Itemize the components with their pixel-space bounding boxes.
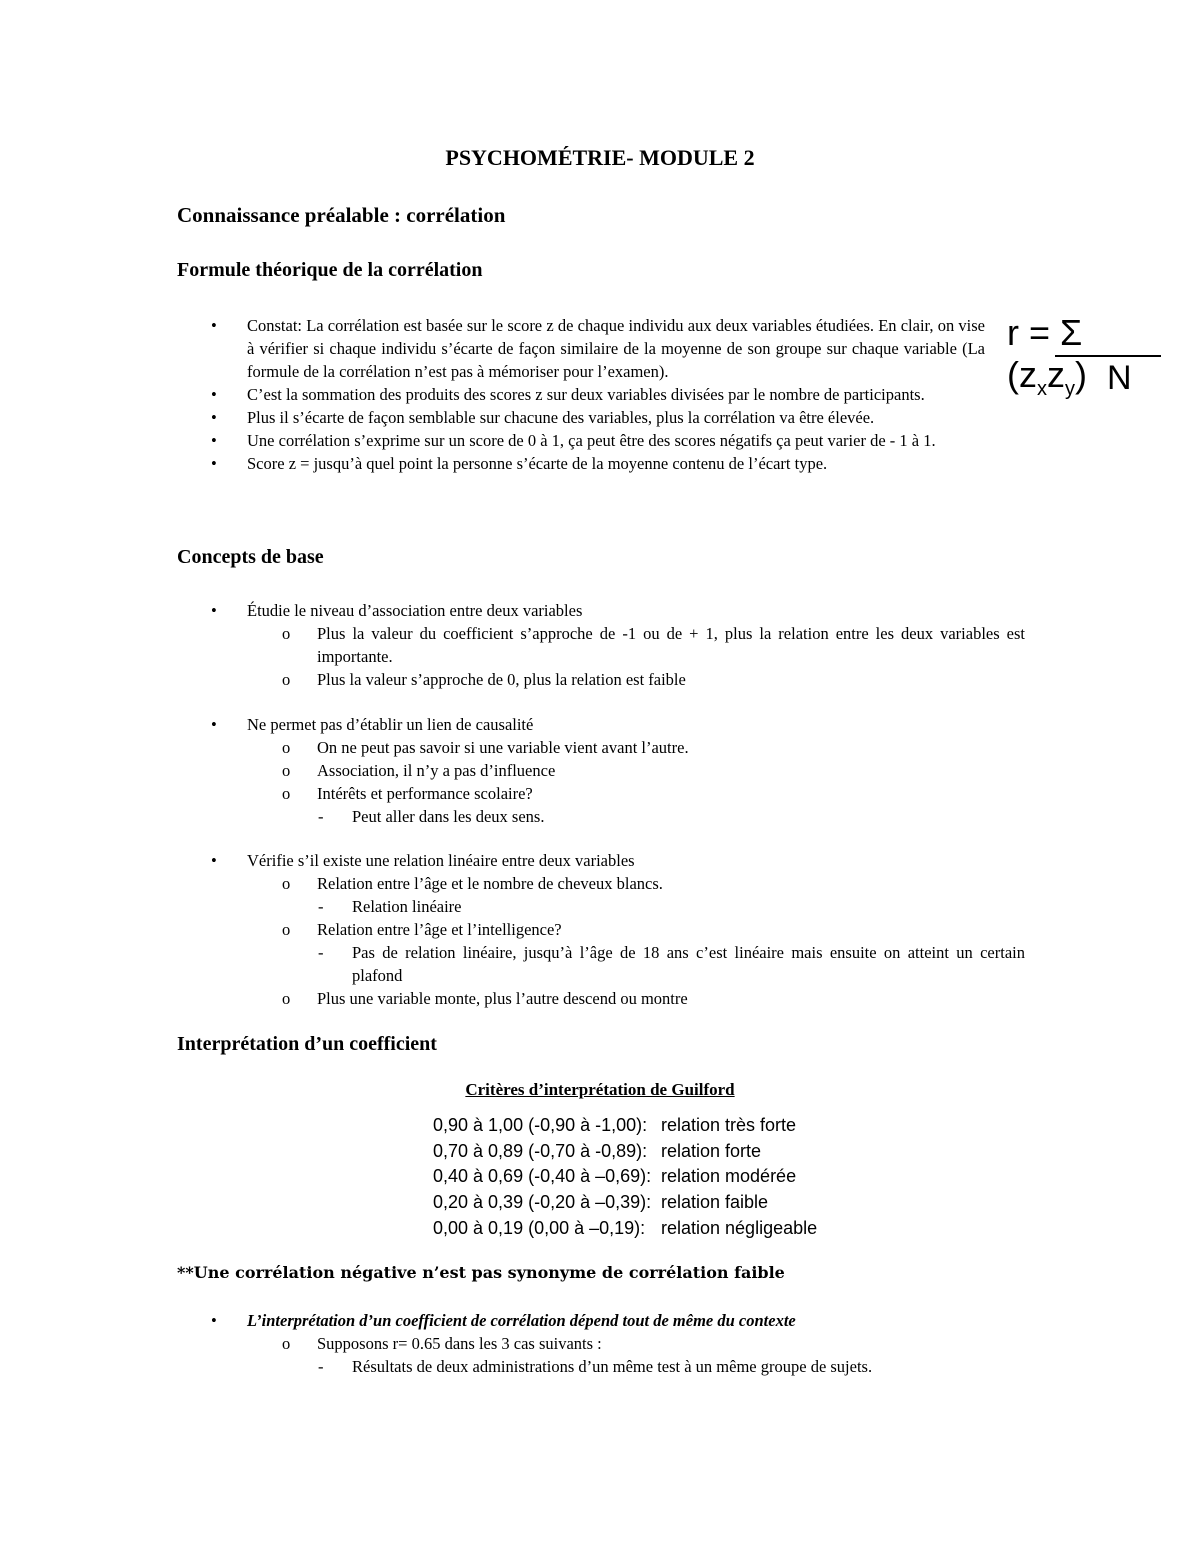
guilford-criteria-table — [433, 1113, 817, 1242]
table-row: 0,00 à 0,19 (0,00 à –0,19): relation négligeable — [433, 1217, 818, 1238]
dash-bullet-icon: - — [318, 1357, 324, 1376]
table-row: 0,70 à 0,89 (-0,70 à -0,89): relation forte — [433, 1140, 762, 1161]
list-item: • Ne permet pas d’établir un lien de causalité — [211, 715, 534, 734]
formula-numerator: r = Σ $(z_xz_y)$ — [1007, 312, 1087, 401]
list-item: • Une corrélation s’exprime sur un score de 0 à 1, ça peut être des scores négatifs ça peut varier de - 1 à 1. — [211, 431, 936, 450]
guilford-table-title: Critères d’interprétation de Guilford — [465, 1080, 735, 1099]
circle-bullet-icon: o — [282, 738, 291, 757]
bullet-icon: • — [211, 851, 217, 870]
bullet-icon: • — [211, 454, 217, 473]
list-item: - Pas de relation linéaire, jusqu’à l’âge de 18 ans c’est linéaire mais ensuite on atteint un certain plafond — [318, 943, 1025, 985]
list-item: • L’interprétation d’un coefficient de corrélation dépend tout de même du contexte — [211, 1311, 796, 1330]
circle-bullet-icon: o — [282, 761, 291, 780]
subheading-formula: Formule théorique de la corrélation — [177, 259, 483, 281]
bullet-icon: • — [211, 601, 217, 620]
bullet-icon: • — [211, 408, 217, 427]
list-item: • C’est la sommation des produits des scores z sur deux variables divisées par le nombre de participants. — [211, 385, 925, 404]
interpretation-list — [0, 1309, 1200, 1378]
list-item: • Plus il s’écarte de façon semblable sur chacune des variables, plus la corrélation va être élevée. — [211, 408, 875, 427]
circle-bullet-icon: o — [282, 1334, 291, 1353]
dash-bullet-icon: - — [318, 943, 324, 962]
bullet-icon: • — [211, 715, 217, 734]
list-item: o Relation entre l’âge et l’intelligence? — [282, 920, 562, 939]
formula-denominator: N — [1107, 359, 1132, 397]
list-item: o Plus la valeur s’approche de 0, plus la relation est faible — [282, 670, 686, 689]
bullet-icon: • — [211, 1311, 217, 1330]
list-item: o Plus la valeur du coefficient s’approche de -1 ou de + 1, plus la relation entre les deux variables est importante. — [282, 624, 1025, 666]
list-item: o Supposons r= 0.65 dans les 3 cas suivants : — [282, 1334, 602, 1353]
list-item: o Plus une variable monte, plus l’autre descend ou montre — [282, 989, 688, 1008]
formula-bullet-list — [0, 314, 1200, 475]
concepts-list-2 — [0, 713, 1200, 828]
dash-bullet-icon: - — [318, 807, 324, 826]
list-item: - Relation linéaire — [318, 897, 462, 916]
list-item: o On ne peut pas savoir si une variable vient avant l’autre. — [282, 738, 689, 757]
subheading-concepts: Concepts de base — [177, 546, 324, 568]
list-item: - Résultats de deux administrations d’un même test à un même groupe de sujets. — [318, 1357, 873, 1376]
concepts-list-1 — [0, 599, 1200, 691]
circle-bullet-icon: o — [282, 670, 291, 689]
page-title: PSYCHOMÉTRIE- MODULE 2 — [445, 145, 755, 170]
list-item: o Relation entre l’âge et le nombre de cheveux blancs. — [282, 874, 663, 893]
circle-bullet-icon: o — [282, 874, 291, 893]
section-heading-prerequisite: Connaissance préalable : corrélation — [177, 203, 506, 227]
negative-correlation-note: **Une corrélation négative n’est pas synonyme de corrélation faible — [177, 1263, 785, 1282]
list-item: • Étudie le niveau d’association entre deux variables — [211, 601, 583, 620]
bullet-icon: • — [211, 316, 217, 335]
circle-bullet-icon: o — [282, 624, 291, 643]
concepts-list-3 — [0, 849, 1200, 1010]
list-item: o Association, il n’y a pas d’influence — [282, 761, 556, 780]
bullet-icon: • — [211, 385, 217, 404]
list-item: - Peut aller dans les deux sens. — [318, 807, 545, 826]
list-item: • Vérifie s’il existe une relation linéaire entre deux variables — [211, 851, 635, 870]
circle-bullet-icon: o — [282, 989, 291, 1008]
table-row: 0,90 à 1,00 (-0,90 à -1,00): relation très forte — [433, 1115, 797, 1135]
list-item: • Score z = jusqu’à quel point la personne s’écarte de la moyenne contenu de l’écart type. — [211, 454, 828, 473]
list-item: • Constat: La corrélation est basée sur le score z de chaque individu aux deux variables étudiées. En clair, on vise à vérifier si chaque individu s’écarte de façon similaire de la moyenne de son groupe sur chaque variable (La formule de la corrélation n’est pas à mémoriser pour l’examen). — [211, 316, 985, 381]
bullet-icon: • — [211, 431, 217, 450]
list-item: o Intérêts et performance scolaire? — [282, 784, 533, 803]
table-row: 0,20 à 0,39 (-0,20 à –0,39): relation faible — [433, 1192, 769, 1213]
circle-bullet-icon: o — [282, 920, 291, 939]
table-row: 0,40 à 0,69 (-0,40 à –0,69): relation modérée — [433, 1166, 797, 1187]
dash-bullet-icon: - — [318, 897, 324, 916]
circle-bullet-icon: o — [282, 784, 291, 803]
subheading-interpretation: Interprétation d’un coefficient — [177, 1033, 437, 1055]
